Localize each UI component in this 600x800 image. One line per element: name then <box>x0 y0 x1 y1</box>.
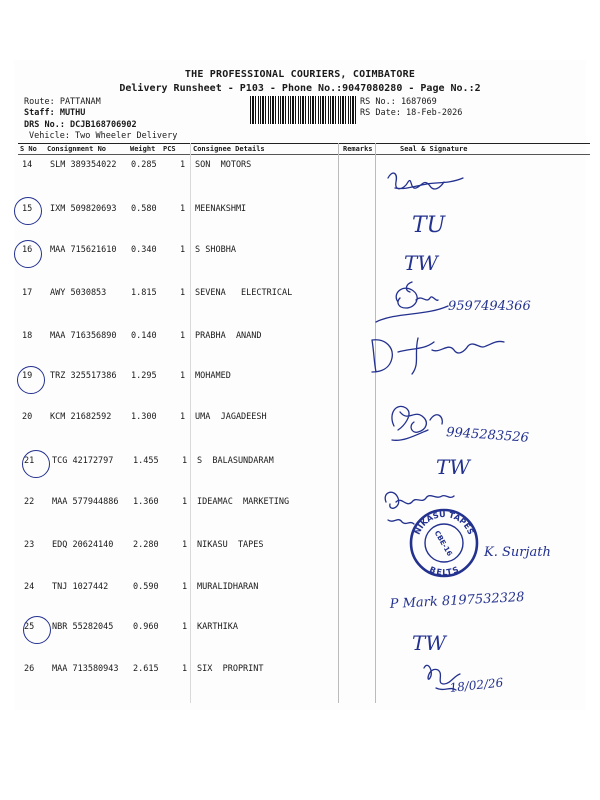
cell-consignee: MOHAMED <box>195 371 231 381</box>
cell-consignee: MEENAKSHMI <box>195 204 247 214</box>
stamp-bottom-text: BELTS <box>428 564 460 578</box>
rs-date: RS Date: 18-Feb-2026 <box>360 108 463 118</box>
cell-consignment: MAA 716356890 <box>50 331 117 341</box>
cell-sno: 16 <box>22 245 33 255</box>
signature-row-18 <box>372 338 504 374</box>
handwriting-row-23: K. Surjath <box>484 545 551 560</box>
cell-consignee: UMA JAGADEESH <box>195 412 267 422</box>
handwriting-row-25: TW <box>412 631 446 655</box>
cell-sno: 15 <box>22 204 33 214</box>
cell-consignment: KCM 21682592 <box>50 412 112 422</box>
cell-consignment: MAA 715621610 <box>50 245 117 255</box>
cell-consignee: NIKASU TAPES <box>197 540 264 550</box>
cell-weight: 0.580 <box>131 204 157 214</box>
handwriting-phone-20: 9945283526 <box>445 425 530 446</box>
handwriting-date-26: 18/02/26 <box>448 675 504 695</box>
cell-pcs: 1 <box>180 371 186 381</box>
staff-label: Staff: MUTHU <box>24 108 86 118</box>
cell-sno: 24 <box>24 582 35 592</box>
cell-pcs: 1 <box>182 497 188 507</box>
cell-pcs: 1 <box>182 456 188 466</box>
cell-weight: 1.455 <box>133 456 159 466</box>
col-pcs: PCS <box>163 145 176 153</box>
signature-row-17 <box>376 282 448 322</box>
cell-consignment: TRZ 325517386 <box>50 371 117 381</box>
cell-consignment: SLM 389354022 <box>50 160 117 170</box>
document-title: THE PROFESSIONAL COURIERS, COIMBATORE <box>184 69 416 80</box>
col-consignment: Consignment No <box>47 145 107 153</box>
cell-pcs: 1 <box>180 288 186 298</box>
col-remarks: Remarks <box>343 145 373 153</box>
cell-consignee: SEVENA ELECTRICAL <box>195 288 293 298</box>
handwriting-row-24: P Mark 8197532328 <box>389 589 525 612</box>
cell-weight: 1.360 <box>133 497 159 507</box>
cell-pcs: 1 <box>180 204 186 214</box>
cell-consignment: AWY 5030853 <box>50 288 107 298</box>
cell-sno: 22 <box>24 497 35 507</box>
cell-consignee: IDEAMAC MARKETING <box>197 497 290 507</box>
cell-sno: 26 <box>24 664 35 674</box>
col-consignee: Consignee Details <box>193 145 265 153</box>
cell-sno: 21 <box>24 456 35 466</box>
cell-consignment: NBR 55282045 <box>52 622 114 632</box>
cell-weight: 0.960 <box>133 622 159 632</box>
cell-pcs: 1 <box>180 412 186 422</box>
cell-consignee: S BALASUNDARAM <box>197 456 274 466</box>
cell-sno: 20 <box>22 412 33 422</box>
cell-consignee: PRABHA ANAND <box>195 331 262 341</box>
cell-consignment: TNJ 1027442 <box>52 582 109 592</box>
cell-pcs: 1 <box>180 331 186 341</box>
cell-consignment: MAA 713580943 <box>52 664 119 674</box>
cell-weight: 0.340 <box>131 245 157 255</box>
cell-pcs: 1 <box>182 664 188 674</box>
cell-weight: 1.295 <box>131 371 157 381</box>
cell-weight: 0.285 <box>131 160 157 170</box>
cell-pcs: 1 <box>182 622 188 632</box>
col-weight: Weight <box>130 145 156 153</box>
cell-weight: 1.815 <box>131 288 157 298</box>
cell-sno: 23 <box>24 540 35 550</box>
cell-weight: 0.140 <box>131 331 157 341</box>
cell-consignee: S SHOBHA <box>195 245 236 255</box>
cell-consignee: SON MOTORS <box>195 160 252 170</box>
cell-consignment: TCG 42172797 <box>52 456 114 466</box>
cell-consignment: IXM 509820693 <box>50 204 117 214</box>
col-seal-signature: Seal & Signature <box>400 145 468 153</box>
cell-consignment: EDQ 20624140 <box>52 540 114 550</box>
handwriting-row-21: TW <box>436 455 470 479</box>
cell-consignee: KARTHIKA <box>197 622 238 632</box>
rs-number: RS No.: 1687069 <box>360 97 437 107</box>
stamp-top-text: NIKASU TAPES <box>412 509 476 536</box>
stamp-center-text: CBE-16 <box>432 529 454 558</box>
cell-weight: 0.590 <box>133 582 159 592</box>
cell-sno: 14 <box>22 160 33 170</box>
company-stamp <box>411 510 477 577</box>
handwriting-row-16: TW <box>404 251 438 275</box>
cell-consignment: MAA 577944886 <box>52 497 119 507</box>
cell-sno: 17 <box>22 288 33 298</box>
cell-weight: 1.300 <box>131 412 157 422</box>
handwriting-row-15: TU <box>412 213 446 238</box>
cell-pcs: 1 <box>180 160 186 170</box>
cell-weight: 2.615 <box>133 664 159 674</box>
cell-sno: 19 <box>22 371 33 381</box>
cell-consignee: MURALIDHARAN <box>197 582 259 592</box>
route-label: Route: PATTANAM <box>24 97 101 107</box>
cell-consignee: SIX PROPRINT <box>197 664 264 674</box>
cell-sno: 25 <box>24 622 35 632</box>
cell-pcs: 1 <box>180 245 186 255</box>
document-subtitle: Delivery Runsheet - P103 - Phone No.:9047080280 - Page No.:2 <box>119 83 481 94</box>
cell-sno: 18 <box>22 331 33 341</box>
col-sno: S No <box>20 145 37 153</box>
cell-weight: 2.280 <box>133 540 159 550</box>
cell-pcs: 1 <box>182 582 188 592</box>
cell-pcs: 1 <box>182 540 188 550</box>
signature-row-14 <box>388 173 463 189</box>
signature-row-20 <box>392 406 442 440</box>
drs-number: DRS No.: DCJB168706902 <box>24 120 137 130</box>
vehicle-label: Vehicle: Two Wheeler Delivery <box>29 131 178 141</box>
handwriting-phone-17: 9597494366 <box>448 299 531 314</box>
